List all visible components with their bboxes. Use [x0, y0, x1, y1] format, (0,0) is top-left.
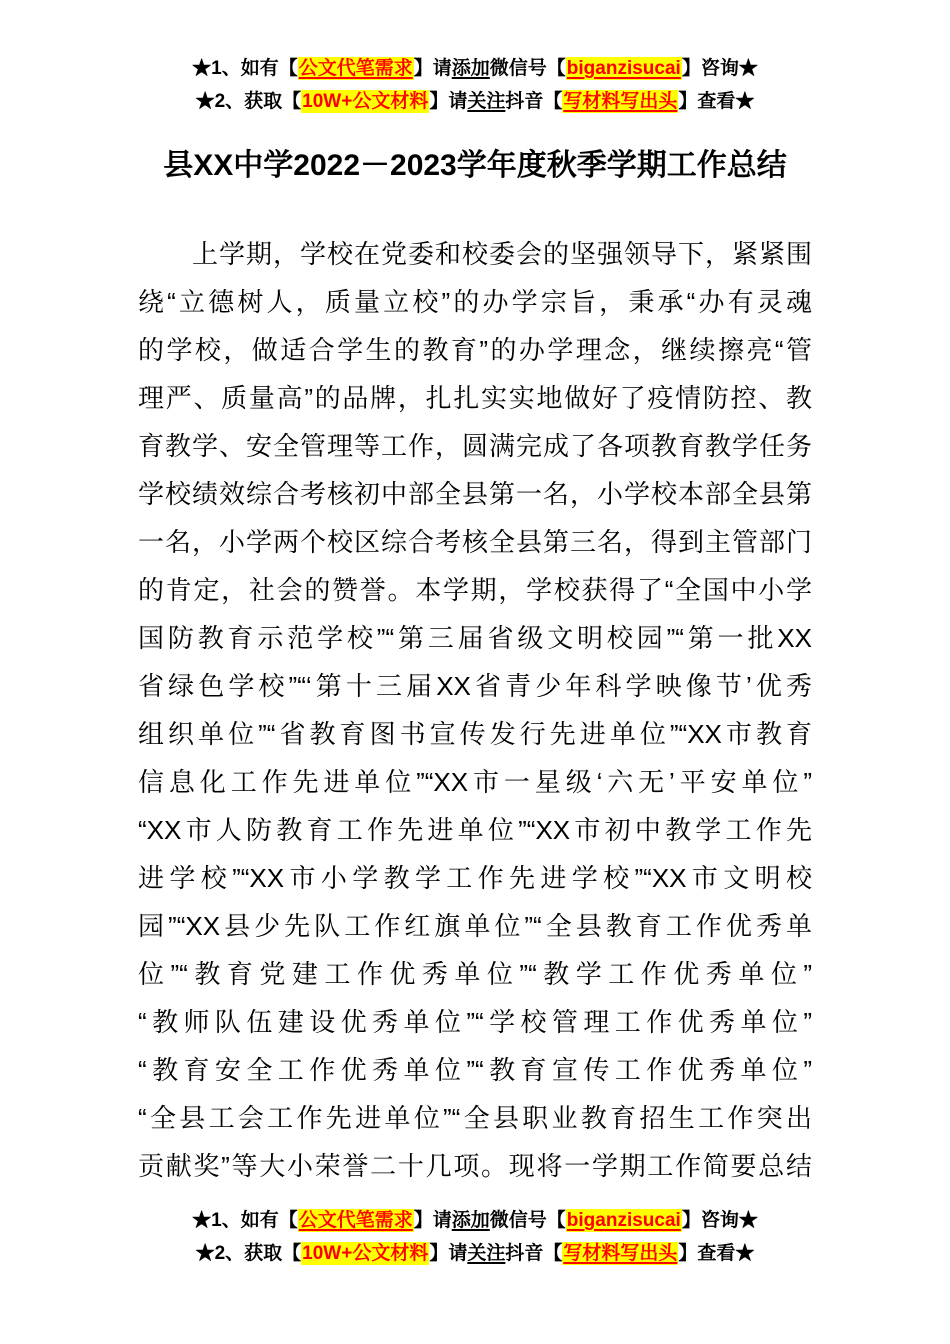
- notice-text: ★2、获取【: [195, 91, 302, 112]
- paragraph-line: 学校绩效综合考核初中部全县第一名，小学校本部全县第: [138, 479, 812, 509]
- paragraph-line: 组织单位”“省教育图书宣传发行先进单位”“XX市教育: [138, 719, 812, 749]
- notice-highlighted-text: 公文代笔需求: [298, 58, 413, 79]
- notice-text: 】查看★: [678, 91, 755, 112]
- paragraph-line: 上学期，学校在党委和校委会的坚强领导下，紧紧围: [138, 239, 812, 269]
- footer-notice-line-1: [0, 1204, 950, 1237]
- paragraph-line: 园”“XX县少先队工作红旗单位”“全县教育工作优秀单: [138, 911, 812, 941]
- notice-text: ★1、如有【: [192, 58, 298, 79]
- paragraph-line: 理严、质量高”的品牌，扎扎实实地做好了疫情防控、教: [138, 383, 812, 413]
- notice-text: 】请: [429, 1243, 468, 1264]
- document-title: 县XX中学2022－2023学年度秋季学期工作总结: [163, 149, 787, 182]
- paragraph-line: 育教学、安全管理等工作，圆满完成了各项教育教学任务: [138, 431, 812, 461]
- paragraph-line: 贡献奖”等大小荣誉二十几项。现将一学期工作简要总结: [138, 1151, 812, 1181]
- notice-highlighted-text: 公文代笔需求: [298, 1210, 413, 1231]
- notice-highlighted-text: biganzisucai: [566, 1210, 681, 1231]
- paragraph-line: 一名，小学两个校区综合考核全县第三名，得到主管部门: [138, 527, 812, 557]
- notice-text: ★2、获取【: [195, 1243, 302, 1264]
- paragraph-line: 的肯定，社会的赞誉。本学期，学校获得了“全国中小学: [138, 575, 812, 605]
- notice-text: 抖音【: [505, 91, 563, 112]
- paragraph-line: 进学校”“XX市小学教学工作先进学校”“XX市文明校: [138, 863, 812, 893]
- notice-text: 】请: [413, 58, 452, 79]
- footer-notice: [0, 1204, 950, 1270]
- notice-highlighted-text: 写材料写出头: [563, 91, 678, 112]
- notice-highlighted-text: 10W+公文材料: [302, 91, 429, 112]
- notice-text: 关注: [467, 1243, 506, 1264]
- notice-text: 微信号【: [489, 1210, 566, 1231]
- notice-text: 添加: [451, 58, 490, 79]
- paragraph-line: 省绿色学校”“‘第十三届XX省青少年科学映像节’优秀: [138, 671, 812, 701]
- paragraph-line: 信息化工作先进单位”“XX市一星级‘六无’平安单位”: [138, 767, 812, 797]
- notice-text: ★1、如有【: [192, 1210, 298, 1231]
- paragraph-line: “XX市人防教育工作先进单位”“XX市初中教学工作先: [138, 815, 812, 845]
- paragraph-line: 绕“立德树人，质量立校”的办学宗旨，秉承“办有灵魂: [138, 287, 812, 317]
- notice-text: 添加: [451, 1210, 490, 1231]
- notice-text: 关注: [467, 91, 506, 112]
- paragraph-line: 的学校，做适合学生的教育”的办学理念，继续擦亮“管: [138, 335, 812, 365]
- footer-notice-line-2: [0, 1237, 950, 1270]
- notice-text: 】请: [429, 91, 468, 112]
- notice-text: 微信号【: [489, 58, 566, 79]
- notice-highlighted-text: 10W+公文材料: [302, 1243, 429, 1264]
- paragraph-line: 国防教育示范学校”“第三届省级文明校园”“第一批XX: [138, 623, 812, 653]
- paragraph-line: “全县工会工作先进单位”“全县职业教育招生工作突出: [138, 1103, 812, 1133]
- header-notice-line-2: [0, 85, 950, 118]
- notice-text: 】咨询★: [681, 1210, 758, 1231]
- paragraph-line: 位”“教育党建工作优秀单位”“教学工作优秀单位”: [138, 959, 812, 989]
- header-notice: [0, 0, 950, 118]
- notice-text: 】请: [413, 1210, 452, 1231]
- notice-text: 抖音【: [505, 1243, 563, 1264]
- paragraph-line: “教育安全工作优秀单位”“教育宣传工作优秀单位”: [138, 1055, 812, 1085]
- paragraph-line: “教师队伍建设优秀单位”“学校管理工作优秀单位”: [138, 1007, 812, 1037]
- notice-highlighted-text: 写材料写出头: [563, 1243, 678, 1264]
- document-body-paragraph: [138, 230, 812, 1190]
- notice-highlighted-text: biganzisucai: [566, 58, 681, 79]
- header-notice-line-1: [0, 52, 950, 85]
- notice-text: 】咨询★: [681, 58, 758, 79]
- notice-text: 】查看★: [678, 1243, 755, 1264]
